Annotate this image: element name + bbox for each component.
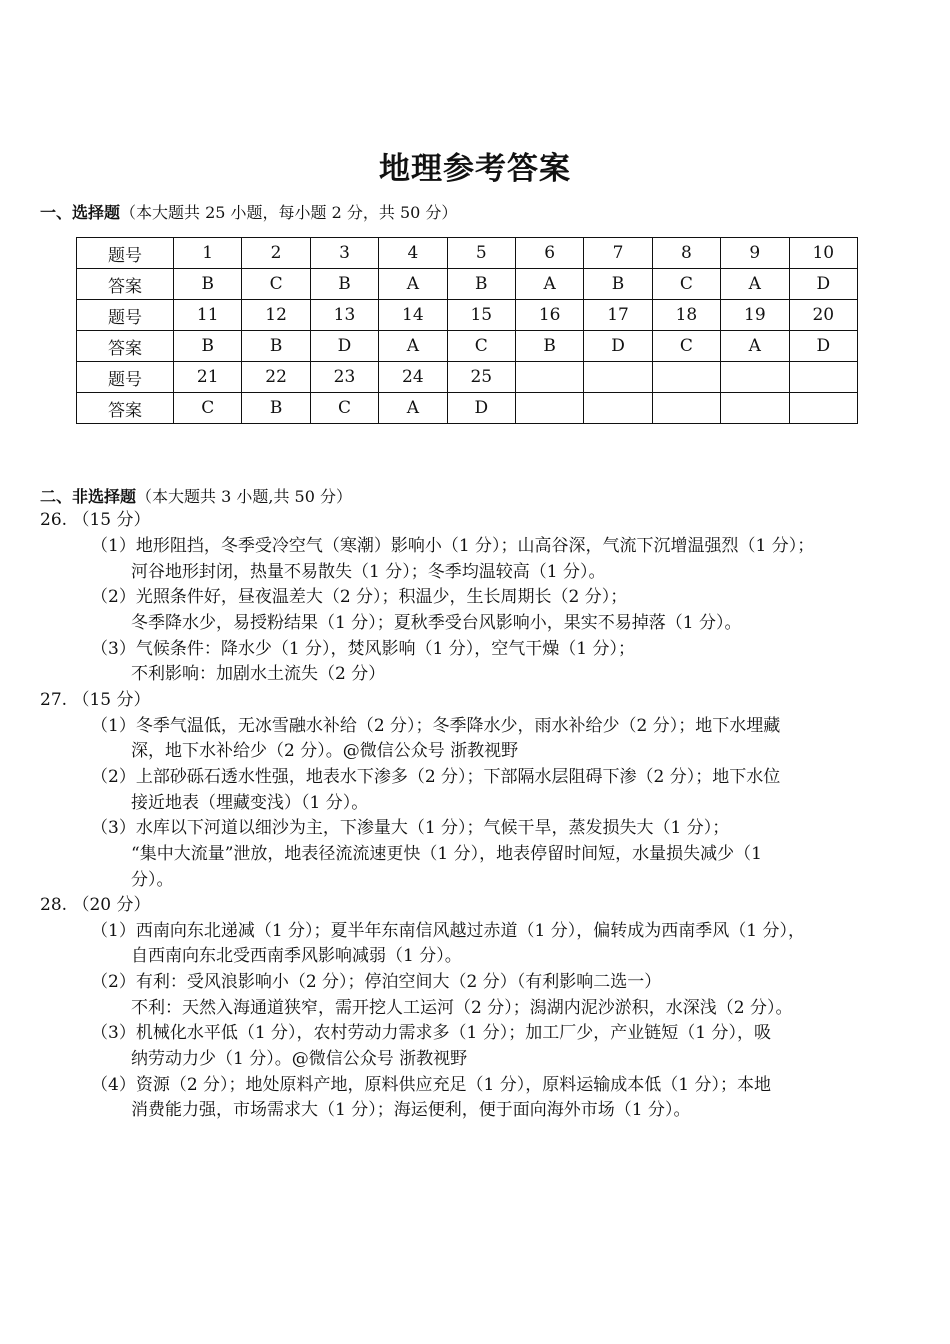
table-cell: 9 xyxy=(721,238,789,269)
answer-table-row xyxy=(77,238,858,269)
q28-line: （1）西南向东北递减（1 分）；夏半年东南信风越过赤道（1 分），偏转成为西南季风（1 分）， xyxy=(91,921,805,941)
table-cell xyxy=(789,393,857,424)
table-cell: B xyxy=(515,331,583,362)
table-cell xyxy=(652,393,720,424)
answer-table-row xyxy=(77,393,858,424)
table-cell: 7 xyxy=(584,238,652,269)
table-cell: 25 xyxy=(447,362,515,393)
section1-title: 一、选择题 xyxy=(40,203,121,222)
table-cell: C xyxy=(652,269,720,300)
table-cell: C xyxy=(652,331,720,362)
q28-line: （3）机械化水平低（1 分），农村劳动力需求多（1 分）；加工厂少，产业链短（1 分），吸 xyxy=(91,1023,771,1043)
q27-line: （2）上部砂砾石透水性强，地表水下渗多（2 分）；下部隔水层阻碍下渗（2 分）；地下水位 xyxy=(91,767,781,787)
q26-number: 26. （15 分） xyxy=(40,510,151,530)
section2-heading xyxy=(40,484,352,507)
row-header-cell: 答案 xyxy=(77,393,174,424)
row-header-cell: 答案 xyxy=(77,331,174,362)
q26-line: （3）气候条件：降水少（1 分），焚风影响（1 分），空气干燥（1 分）； xyxy=(91,639,635,659)
table-cell: 2 xyxy=(242,238,310,269)
table-cell xyxy=(584,362,652,393)
table-cell: D xyxy=(447,393,515,424)
section1-heading xyxy=(40,200,457,223)
choice-answer-table xyxy=(76,237,858,424)
table-cell: 15 xyxy=(447,300,515,331)
table-cell: D xyxy=(584,331,652,362)
table-cell: A xyxy=(379,393,447,424)
table-cell: 14 xyxy=(379,300,447,331)
table-cell: 3 xyxy=(310,238,378,269)
table-cell: A xyxy=(721,269,789,300)
table-cell: B xyxy=(242,393,310,424)
q28-line: 自西南向东北受西南季风影响减弱（1 分）。 xyxy=(131,946,462,966)
table-cell: B xyxy=(174,269,242,300)
answer-table-row xyxy=(77,269,858,300)
table-cell: 11 xyxy=(174,300,242,331)
q28-number: 28. （20 分） xyxy=(40,895,151,915)
row-header-cell: 题号 xyxy=(77,362,174,393)
table-cell: A xyxy=(379,331,447,362)
table-cell xyxy=(584,393,652,424)
q27-line: 分）。 xyxy=(131,870,174,890)
table-cell: 1 xyxy=(174,238,242,269)
section1-note: （本大题共 25 小题，每小题 2 分，共 50 分） xyxy=(120,203,458,222)
table-cell xyxy=(721,362,789,393)
table-cell: 12 xyxy=(242,300,310,331)
table-cell: 8 xyxy=(652,238,720,269)
table-cell: B xyxy=(584,269,652,300)
table-cell: A xyxy=(515,269,583,300)
table-cell: 22 xyxy=(242,362,310,393)
q27-number: 27. （15 分） xyxy=(40,690,151,710)
table-cell: D xyxy=(310,331,378,362)
table-cell: 13 xyxy=(310,300,378,331)
table-cell: B xyxy=(310,269,378,300)
answer-table-row xyxy=(77,331,858,362)
table-cell: 20 xyxy=(789,300,857,331)
table-cell: 24 xyxy=(379,362,447,393)
table-cell: D xyxy=(789,269,857,300)
row-header-cell: 题号 xyxy=(77,238,174,269)
table-cell: C xyxy=(174,393,242,424)
table-cell xyxy=(652,362,720,393)
table-cell: C xyxy=(310,393,378,424)
table-cell xyxy=(721,393,789,424)
q26-line: 河谷地形封闭，热量不易散失（1 分）；冬季均温较高（1 分）。 xyxy=(131,562,606,582)
table-cell: B xyxy=(242,331,310,362)
table-cell xyxy=(515,362,583,393)
q28-line: 不利：天然入海通道狭窄，需开挖人工运河（2 分）；潟湖内泥沙淤积，水深浅（2 分）。 xyxy=(131,998,793,1018)
page-title: 地理参考答案 xyxy=(379,151,571,187)
table-cell: B xyxy=(174,331,242,362)
table-cell xyxy=(789,362,857,393)
table-cell: 17 xyxy=(584,300,652,331)
q27-line: （1）冬季气温低，无冰雪融水补给（2 分）；冬季降水少，雨水补给少（2 分）；地下水埋藏 xyxy=(91,716,781,736)
q27-line: （3）水库以下河道以细沙为主，下渗量大（1 分）；气候干旱，蒸发损失大（1 分）； xyxy=(91,818,730,838)
table-cell: C xyxy=(447,331,515,362)
q28-line: 纳劳动力少（1 分）。@微信公众号 浙教视野 xyxy=(131,1049,468,1069)
table-cell: 21 xyxy=(174,362,242,393)
answer-table-row xyxy=(77,362,858,393)
table-cell: 10 xyxy=(789,238,857,269)
table-cell: 6 xyxy=(515,238,583,269)
table-cell: C xyxy=(242,269,310,300)
q27-line: “集中大流量”泄放，地表径流流速更快（1 分），地表停留时间短，水量损失减少（1 xyxy=(131,844,762,864)
q28-line: （4）资源（2 分）；地处原料产地，原料供应充足（1 分），原料运输成本低（1 分）；本地 xyxy=(91,1075,771,1095)
q28-line: 消费能力强，市场需求大（1 分）；海运便利，便于面向海外市场（1 分）。 xyxy=(131,1100,691,1120)
row-header-cell: 答案 xyxy=(77,269,174,300)
row-header-cell: 题号 xyxy=(77,300,174,331)
q26-line: 冬季降水少，易授粉结果（1 分）；夏秋季受台风影响小，果实不易掉落（1 分）。 xyxy=(131,613,742,633)
table-cell: A xyxy=(721,331,789,362)
table-cell: D xyxy=(789,331,857,362)
table-cell: 19 xyxy=(721,300,789,331)
q27-line: 接近地表（埋藏变浅）（1 分）。 xyxy=(131,793,369,813)
table-cell: 23 xyxy=(310,362,378,393)
table-cell: A xyxy=(379,269,447,300)
answer-table-row xyxy=(77,300,858,331)
section2-note: （本大题共 3 小题,共 50 分） xyxy=(136,487,352,506)
table-cell: 4 xyxy=(379,238,447,269)
table-cell xyxy=(515,393,583,424)
q26-line: 不利影响：加剧水土流失（2 分） xyxy=(131,664,386,684)
q26-line: （2）光照条件好，昼夜温差大（2 分）；积温少，生长周期长（2 分）； xyxy=(91,587,628,607)
q26-line: （1）地形阻挡，冬季受冷空气（寒潮）影响小（1 分）；山高谷深，气流下沉增温强烈（1 分）； xyxy=(91,536,815,556)
table-cell: B xyxy=(447,269,515,300)
section2-title: 二、非选择题 xyxy=(40,487,137,506)
table-cell: 5 xyxy=(447,238,515,269)
q28-line: （2）有利：受风浪影响小（2 分）；停泊空间大（2 分）（有利影响二选一） xyxy=(91,972,662,992)
q27-line: 深，地下水补给少（2 分）。@微信公众号 浙教视野 xyxy=(131,741,519,761)
table-cell: 18 xyxy=(652,300,720,331)
table-cell: 16 xyxy=(515,300,583,331)
